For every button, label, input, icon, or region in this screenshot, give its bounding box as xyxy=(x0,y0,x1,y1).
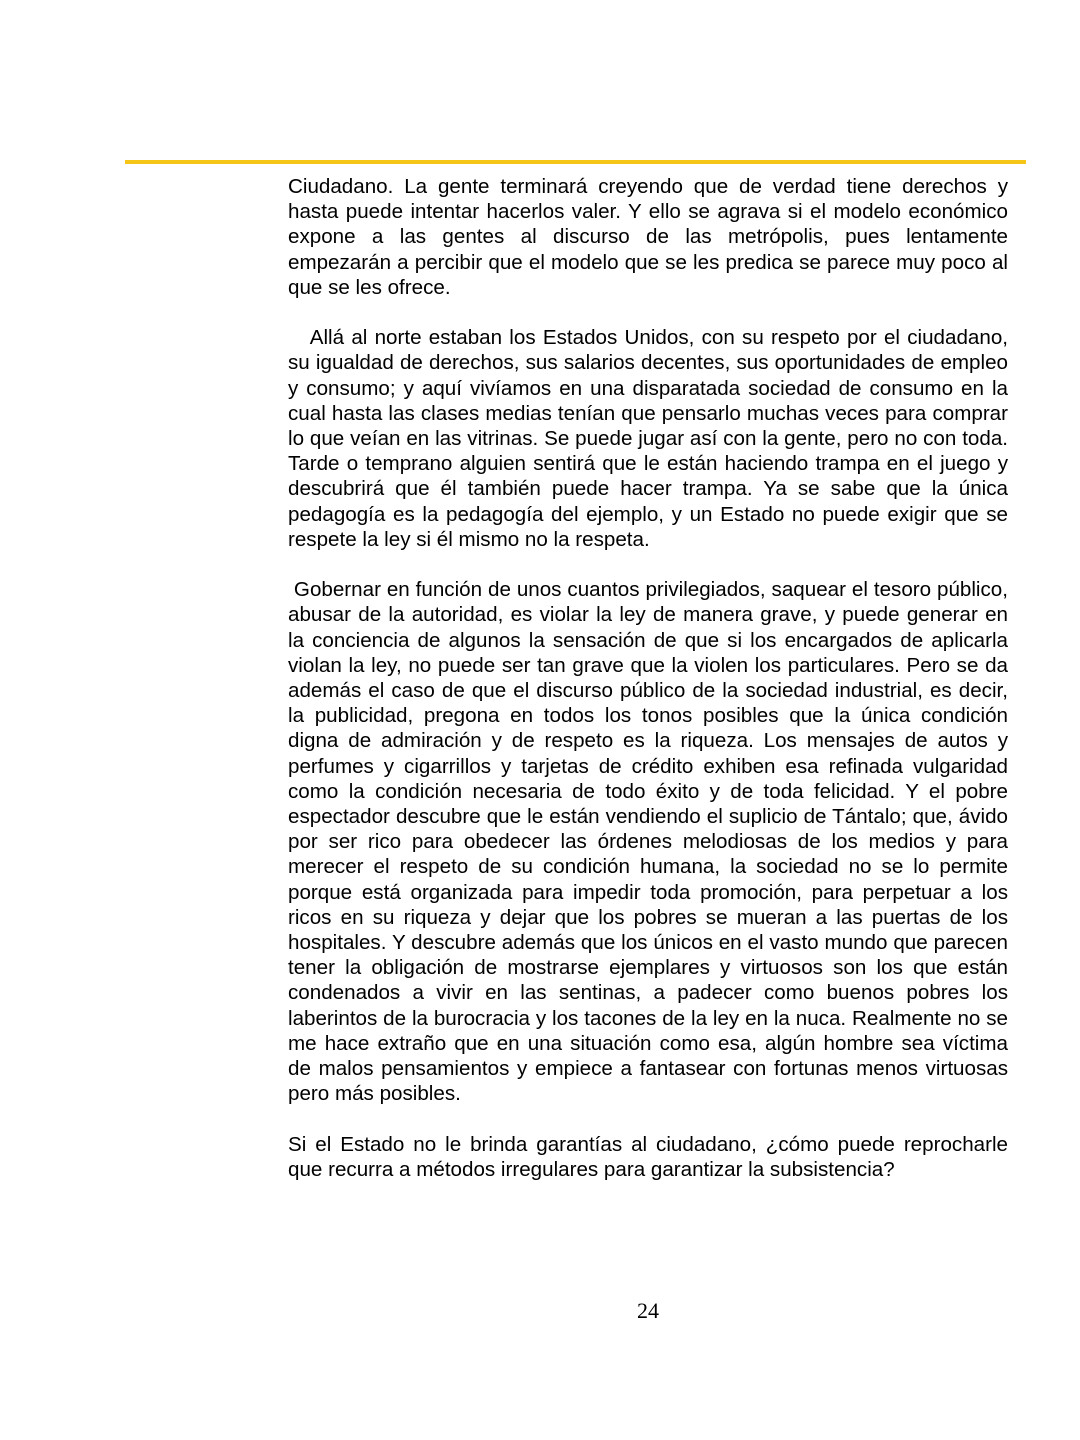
paragraph-3: Gobernar en función de unos cuantos privilegiados, saquear el tesoro público, abusar de la autoridad, es violar la ley de manera grave, y puede generar en la conciencia de algunos la sensación de que si los encargados de aplicarla violan la ley, no puede ser tan grave que la violen los particulares. Pero se da además el caso de que el discurso público de la sociedad industrial, es decir, la publicidad, pregona en todos los tonos posibles que la única condición digna de admiración y de respeto es la riqueza. Los mensajes de autos y perfumes y cigarrillos y tarjetas de crédito exhiben esa refinada vulgaridad como la condición necesaria de todo éxito y de toda felicidad. Y el pobre espectador descubre que le están vendiendo el suplicio de Tántalo; que, ávido por ser rico para obedecer las órdenes melodiosas de los medios y para merecer el respeto de su condición humana, la sociedad no se lo permite porque está organizada para impedir toda promoción, para perpetuar a los ricos en su riqueza y dejar que los pobres se mueran a las puertas de los hospitales. Y descubre además que los únicos en el vasto mundo que parecen tener la obligación de mostrarse ejemplares y virtuosos son los que están condenados a vivir en las sentinas, a padecer como buenos pobres los laberintos de la burocracia y los tacones de la ley en la nuca. Realmente no se me hace extraño que en una situación como esa, algún hombre sea víctima de malos pensamientos y empiece a fantasear con fortunas menos virtuosas pero más posibles. xyxy=(288,578,1014,1106)
paragraph-4: Si el Estado no le brinda garantías al ciudadano, ¿cómo puede reprocharle que recurra a métodos irregulares para garantizar la subsistencia? xyxy=(288,1132,1008,1181)
header-rule xyxy=(125,160,1026,164)
paragraph-1: Ciudadano. La gente terminará creyendo que de verdad tiene derechos y hasta puede intentar hacerlos valer. Y ello se agrava si el modelo económico expone a las gentes al discurso de las metrópolis, pues lentamente empezarán a percibir que el modelo que se les predica se parece muy poco al que se les ofrece. xyxy=(288,175,1008,299)
body-text xyxy=(288,174,1014,1182)
page-number: 24 xyxy=(637,1298,659,1323)
paragraph-2: Allá al norte estaban los Estados Unidos, con su respeto por el ciudadano, su igualdad de derechos, sus salarios decentes, sus oportunidades de empleo y consumo; y aquí vivíamos en una disparatada sociedad de consumo en la cual hasta las clases medias tenían que pensarlo muchas veces para comprar lo que veían en las vitrinas. Se puede jugar así con la gente, pero no con toda. Tarde o temprano alguien sentirá que le están haciendo trampa en el juego y descubrirá que él también puede hacer trampa. Ya se sabe que la única pedagogía es la pedagogía del ejemplo, y un Estado no puede exigir que se respete la ley si él mismo no la respeta. xyxy=(288,326,1014,551)
